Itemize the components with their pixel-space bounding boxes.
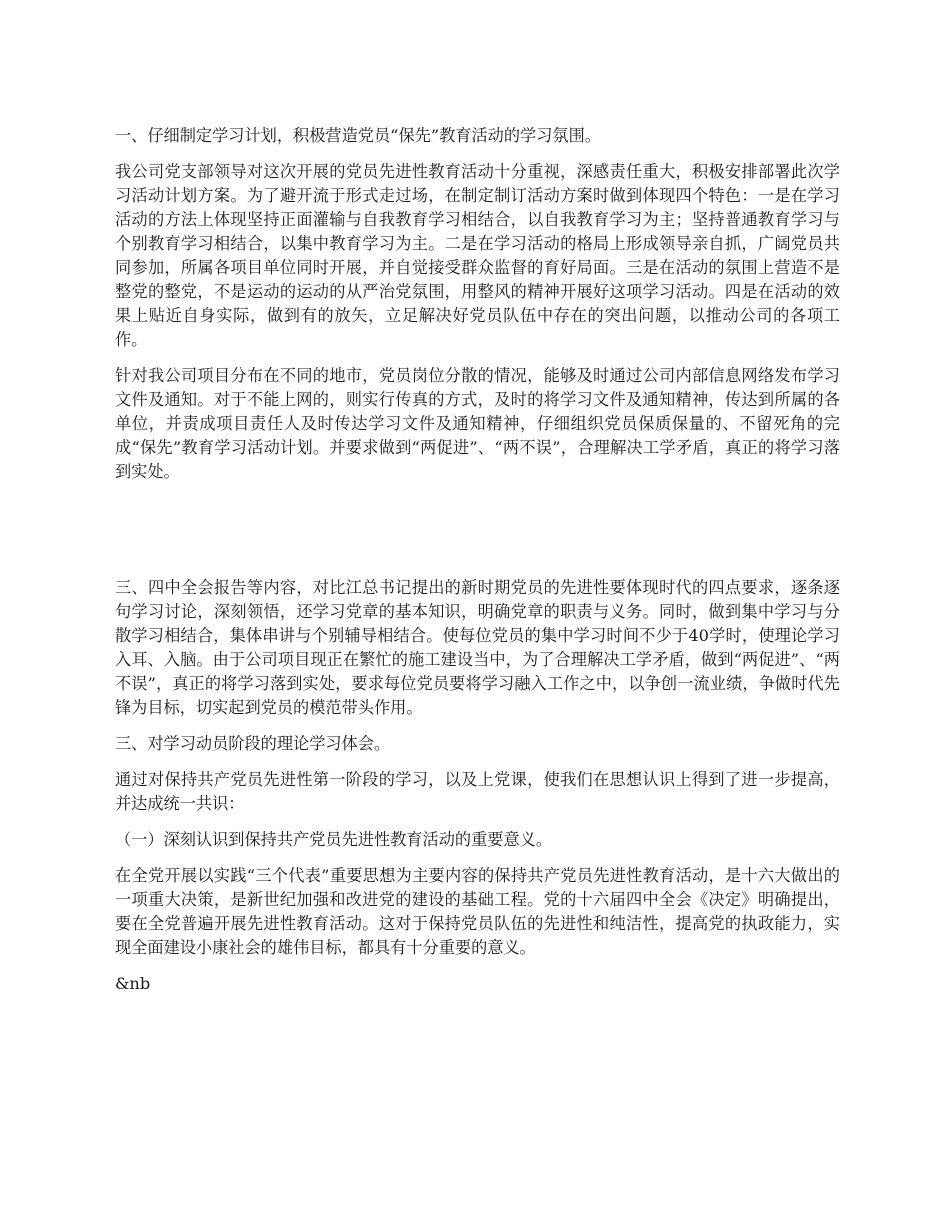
paragraph-plenary-study: 三、四中全会报告等内容，对比江总书记提出的新时期党员的先进性要体现时代的四点要求，逐条逐句学习讨论，深刻领悟，还学习党章的基本知识，明确党章的职责与义务。同时，做到集中学习与分散学习相结合，集体串讲与个别辅导相结合。使每位党员的集中学习时间不少于40学时，使理论学习入耳、入脑。由于公司项目现正在繁忙的施工建设当中，为了合理解决工学矛盾，做到“两促进”、“两不误”，真正的将学习落到实处，要求每位党员要将学习融入工作之中，以争创一流业绩，争做时代先锋为目标，切实起到党员的模范带头作用。 xyxy=(115,578,840,717)
subheading-importance: （一）深刻认识到保持共产党员先进性教育活动的重要意义。 xyxy=(115,830,553,849)
paragraph-consensus: 通过对保持共产党员先进性第一阶段的学习，以及上党课，使我们在思想认识上得到了进一步提高，并达成统一共识： xyxy=(115,770,840,813)
section-heading-theory-experience: 三、对学习动员阶段的理论学习体会。 xyxy=(115,734,391,753)
section-heading-study-plan: 一、仔细制定学习计划，积极营造党员“保先”教育活动的学习氛围。 xyxy=(115,126,601,145)
paragraph-truncated-entity: &nb xyxy=(115,974,151,993)
paragraph-three-represents: 在全党开展以实践“三个代表”重要思想为主要内容的保持共产党员先进性教育活动，是十六大做出的一项重大决策，是新世纪加强和改进党的建设的基础工程。党的十六届四中全会《决定》明确提出，要在全党普遍开展先进性教育活动。这对于保持党员队伍的先进性和纯洁性，提高党的执政能力，实现全面建设小康社会的雄伟目标，都具有十分重要的意义。 xyxy=(115,866,840,957)
document-body xyxy=(115,124,840,1008)
blank-space xyxy=(115,496,840,576)
paragraph-notice-distribution: 针对我公司项目分布在不同的地市，党员岗位分散的情况，能够及时通过公司内部信息网络发布学习文件及通知。对于不能上网的，则实行传真的方式，及时的将学习文件及通知精神，传达到所属的各单位，并责成项目责任人及时传达学习文件及通知精神，仔细组织党员保质保量的、不留死角的完成“保先”教育学习活动计划。并要求做到“两促进”、“两不误”，合理解决工学矛盾，真正的将学习落到实处。 xyxy=(115,366,840,481)
paragraph-four-features: 我公司党支部领导对这次开展的党员先进性教育活动十分重视，深感责任重大，积极安排部署此次学习活动计划方案。为了避开流于形式走过场，在制定制订活动方案时做到体现四个特色：一是在学习活动的方法上体现坚持正面灌输与自我教育学习相结合，以自我教育学习为主；坚持普通教育学习与个别教育学习相结合，以集中教育学习为主。二是在学习活动的格局上形成领导亲自抓，广阔党员共同参加，所属各项目单位同时开展，并自觉接受群众监督的育好局面。三是在活动的氛围上营造不是整党的整党，不是运动的运动的从严治党氛围，用整风的精神开展好这项学习活动。四是在活动的效果上贴近自身实际，做到有的放矢，立足解决好党员队伍中存在的突出问题，以推动公司的各项工作。 xyxy=(115,162,840,349)
